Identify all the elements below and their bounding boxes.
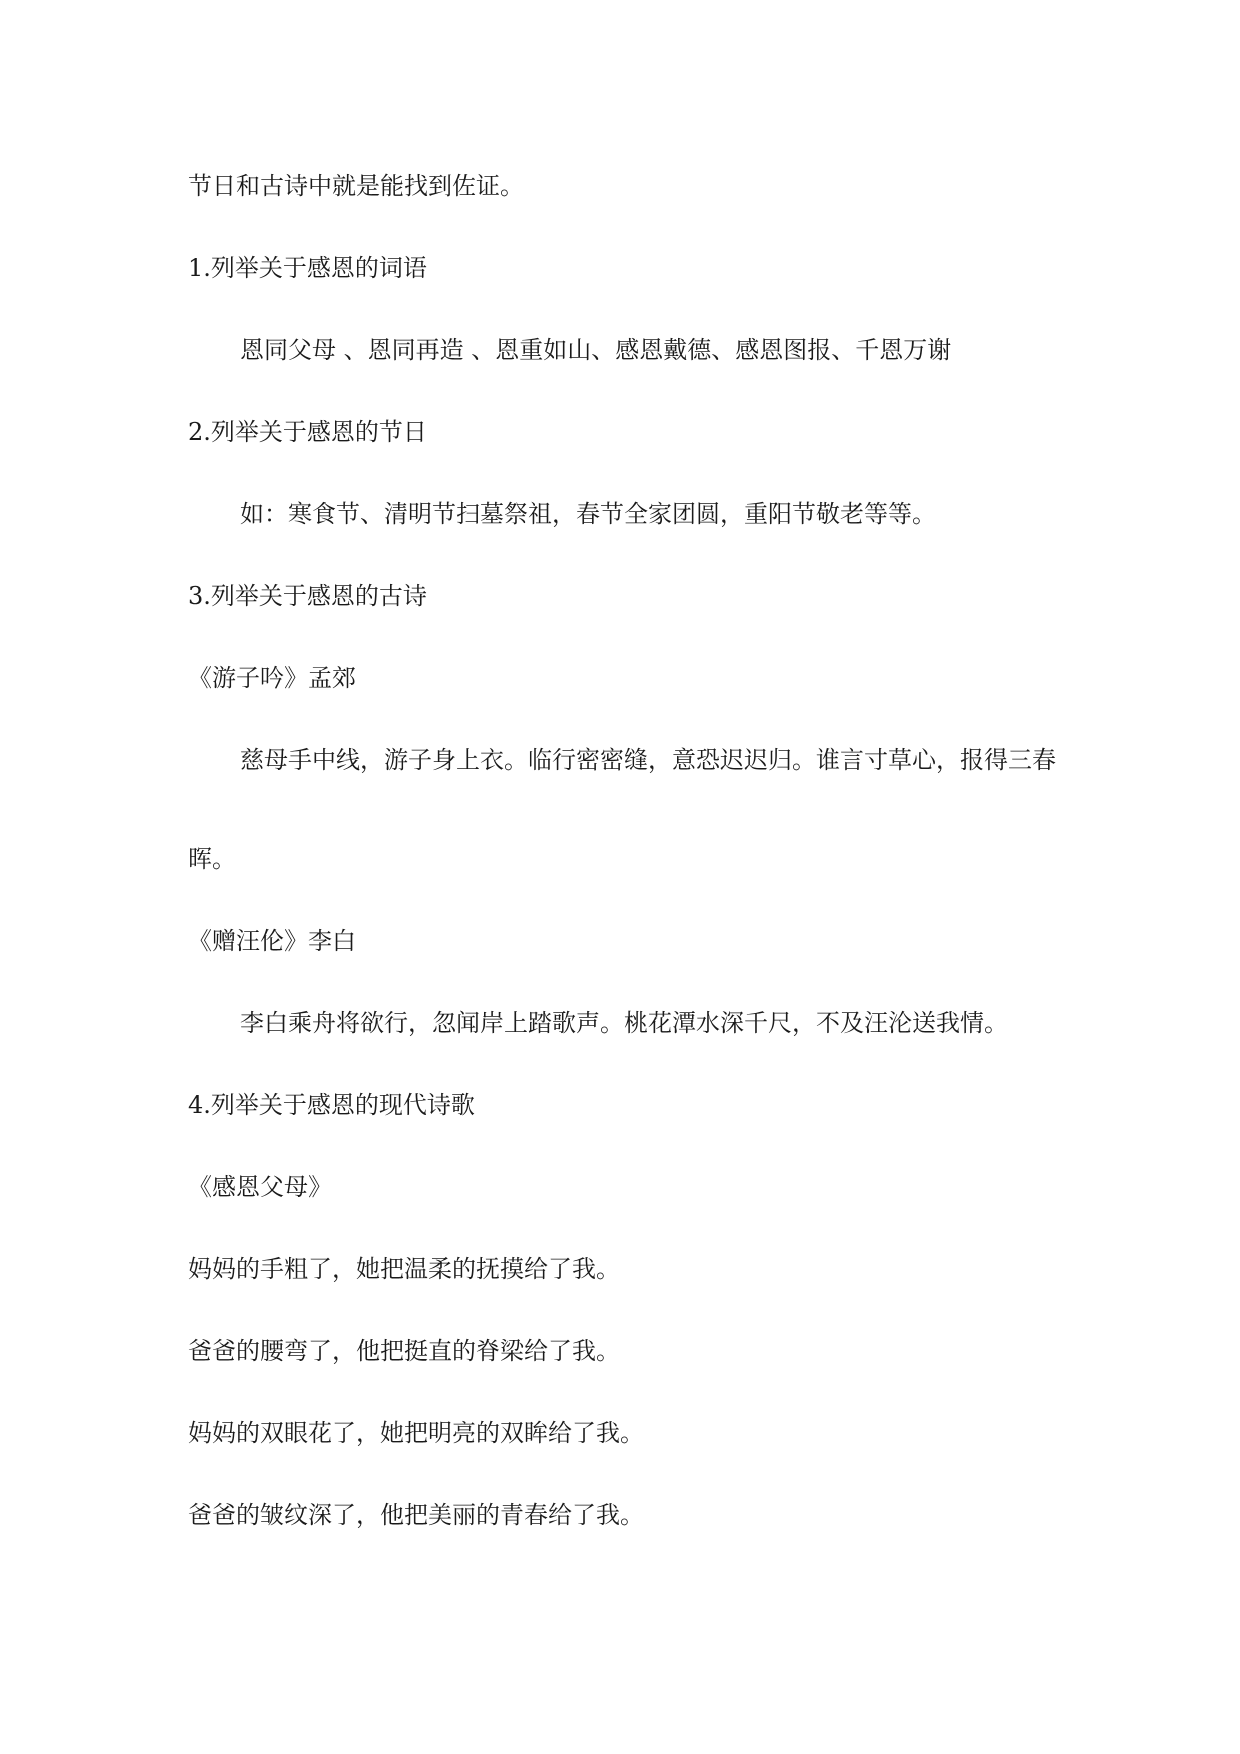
poem-title-ganenfumu: 《感恩父母》 [188, 1173, 332, 1201]
poem-title-zengwanglun: 《赠汪伦》李白 [188, 927, 356, 955]
section-heading-ancient-poems: 3.列举关于感恩的古诗 [188, 582, 427, 610]
poem-text-youziyin-cont: 晖。 [188, 845, 236, 873]
poem-line: 爸爸的皱纹深了，他把美丽的青春给了我。 [188, 1501, 644, 1529]
poem-line: 妈妈的双眼花了，她把明亮的双眸给了我。 [188, 1419, 644, 1447]
poem-line: 爸爸的腰弯了，他把挺直的脊梁给了我。 [188, 1337, 620, 1365]
festivals-list: 如：寒食节、清明节扫墓祭祖，春节全家团圆，重阳节敬老等等。 [240, 500, 936, 528]
poem-line: 妈妈的手粗了，她把温柔的抚摸给了我。 [188, 1255, 620, 1283]
intro-line: 节日和古诗中就是能找到佐证。 [188, 172, 524, 200]
poem-title-youziyin: 《游子吟》孟郊 [188, 664, 356, 692]
poem-text-youziyin: 慈母手中线，游子身上衣。临行密密缝，意恐迟迟归。谁言寸草心，报得三春 [240, 746, 1056, 774]
words-list: 恩同父母 、恩同再造 、恩重如山、感恩戴德、感恩图报、千恩万谢 [240, 336, 952, 364]
section-heading-festivals: 2.列举关于感恩的节日 [188, 418, 427, 446]
section-heading-modern-poems: 4.列举关于感恩的现代诗歌 [188, 1091, 475, 1119]
section-heading-words: 1.列举关于感恩的词语 [188, 254, 427, 282]
poem-text-zengwanglun: 李白乘舟将欲行，忽闻岸上踏歌声。桃花潭水深千尺，不及汪沦送我情。 [240, 1009, 1008, 1037]
